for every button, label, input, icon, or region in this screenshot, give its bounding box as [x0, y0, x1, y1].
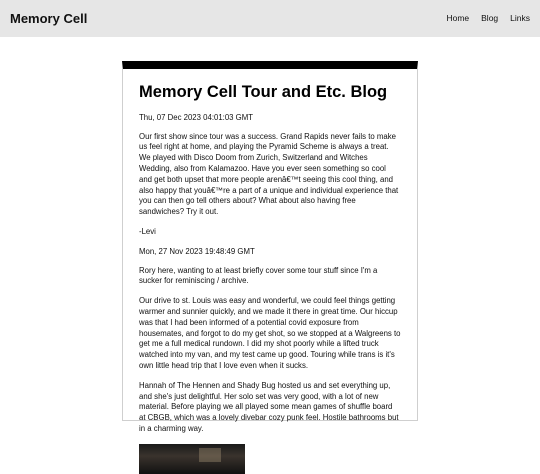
top-navbar	[0, 0, 540, 37]
nav-links-link[interactable]: Links	[510, 13, 530, 23]
post-signature: -Levi	[139, 226, 156, 236]
nav-home-link[interactable]: Home	[446, 13, 470, 23]
main-nav	[446, 13, 530, 23]
site-title-link[interactable]: Memory Cell	[10, 11, 88, 26]
post-paragraph: Our first show since tour was a success. Grand Rapids never fails to make us feel right at home, and playing the Pyramid Scheme is always a treat. We played with Disco Doom from Zurich, Switzerland and Witches Wedding, also from Kalamazoo. Have you ever seen something so cool and get both upset that more people arenâ€™t seeing this cool thing, and also happy that youâ€™re a part of a unique and individual experience that you can then go tell others about? What about also having free sandwiches? Try it out.	[139, 131, 399, 217]
nav-blog-link[interactable]: Blog	[481, 13, 499, 23]
post-date: Thu, 07 Dec 2023 04:01:03 GMT	[139, 112, 253, 122]
post-paragraph: Our drive to st. Louis was easy and wonderful, we could feel things getting warmer and sunnier quickly, and we made it there in great time. Our hiccup was that I had been informed of a potential covid exposure from housemates, and forgot to do my get shot, so we stopped at a Walgreens to get me a full medical rundown. I did my shot poorly while a lifted truck watched into my van, and my test came up good. Touring while trans is it's own little head trip that I love even when it sucks.	[139, 296, 401, 370]
post-paragraph: Hannah of The Hennen and Shady Bug hosted us and set everything up, and she's just delightful. Her solo set was very good, with a lot of new material. Before playing we all played some mean games of shuffle board at CBGB, which was a lovely divebar cozy punk feel. Hostile bathrooms but in a charming way.	[139, 380, 399, 433]
post-paragraph: Rory here, wanting to at least briefly cover some tour stuff since I'm a sucker for reminiscing / archive.	[139, 265, 378, 286]
post-image	[139, 444, 245, 474]
blog-content	[123, 69, 417, 474]
blog-card	[122, 61, 418, 433]
post-date: Mon, 27 Nov 2023 19:48:49 GMT	[139, 246, 255, 256]
blog-title: Memory Cell Tour and Etc. Blog	[139, 83, 388, 101]
